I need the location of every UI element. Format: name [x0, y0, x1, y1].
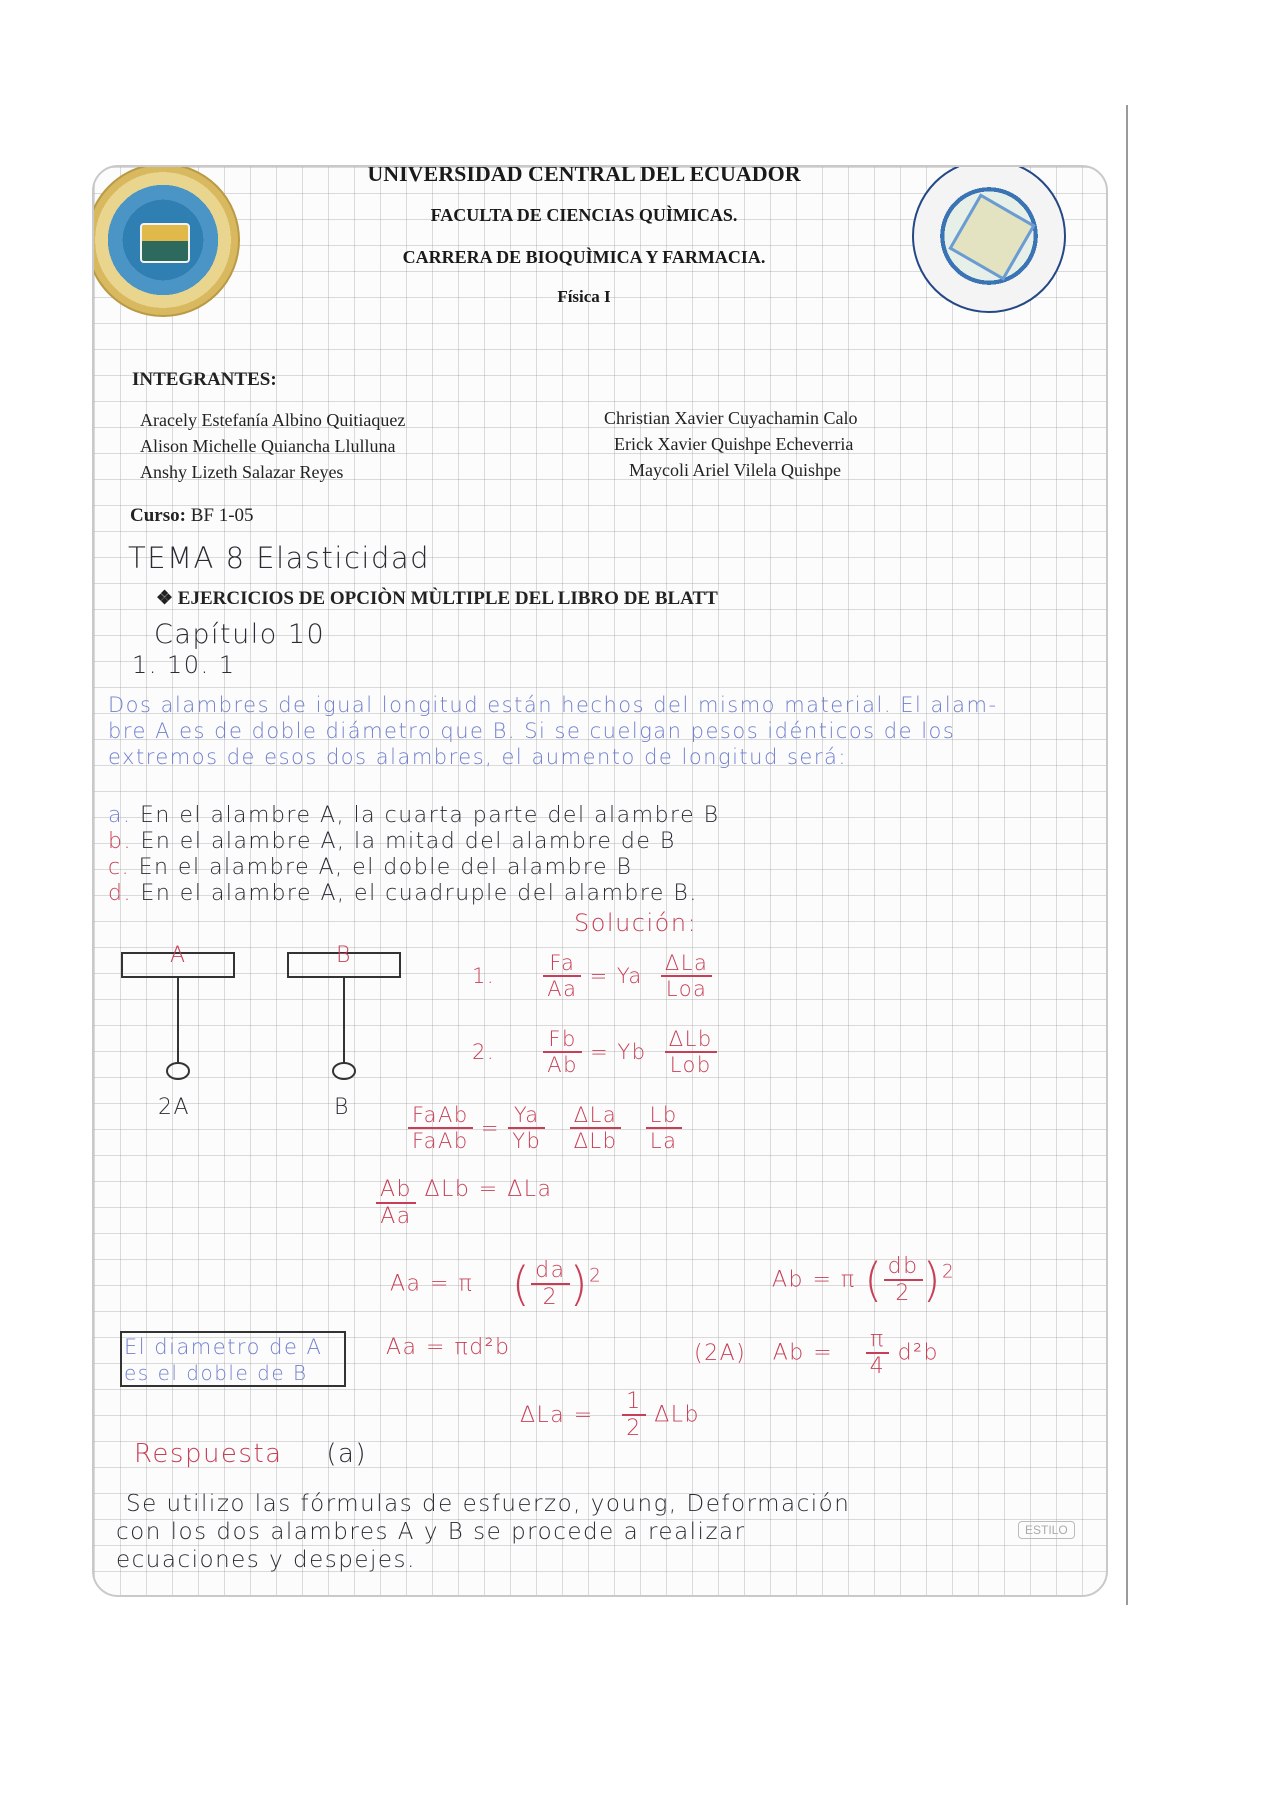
seal-emblem-icon: [140, 223, 190, 263]
option-letter: b.: [108, 829, 132, 854]
option-text: En el alambre A, la cuarta parte del alambre B: [139, 803, 720, 828]
wire-a-label: A: [170, 943, 187, 968]
subject-title: Física I: [557, 287, 611, 306]
section-title: EJERCICIOS DE OPCIÒN MÙLTIPLE DEL LIBRO DE BLATT: [177, 588, 718, 609]
answer-value: (a): [326, 1439, 368, 1469]
molecule-icon: [948, 193, 1035, 280]
option-a: [108, 803, 720, 828]
career-title: CARRERA DE BIOQUÌMICA Y FARMACIA.: [402, 247, 766, 267]
conclusion-line-1: Se utilizo las fórmulas de esfuerzo, young, Deformación: [126, 1491, 851, 1517]
note-box: [120, 1331, 346, 1387]
equation-8: (2A) Ab = $\frac{\pi}{4}$ d²b: [694, 1327, 939, 1379]
mass-a-label: 2A: [158, 1095, 191, 1120]
wire-b-label: B: [336, 943, 352, 968]
solution-label: Solución:: [574, 909, 698, 937]
member-left-2: Alison Michelle Quiancha Llulluna: [140, 436, 396, 456]
option-d: [108, 881, 698, 906]
course-value: BF 1-05: [190, 505, 254, 526]
option-letter: a.: [108, 803, 132, 828]
members-label: INTEGRANTES:: [132, 369, 277, 390]
equation-1: 1. $\frac{Fa}{Aa}$ = Ya $\frac{\text{ΔLa}}{\text{Loa}}$: [472, 951, 712, 1001]
problem-line-3: extremos de esos dos alambres, el aumento de longitud será:: [108, 745, 847, 769]
conclusion-line-2: con los dos alambres A y B se procede a realizar: [116, 1519, 746, 1545]
problem-line-2: bre A es de doble diámetro que B. Si se cuelgan pesos idénticos de los: [108, 719, 956, 743]
option-letter: d.: [108, 881, 132, 906]
mass-b-label: B: [334, 1095, 350, 1120]
course-line: [130, 505, 254, 527]
option-c: [108, 855, 632, 880]
diamond-bullet-icon: ❖: [156, 588, 178, 609]
equation-2: 2. $\frac{Fb}{Ab}$ = Yb $\frac{\text{ΔLb}}{\text{Lob}}$: [472, 1027, 717, 1077]
member-right-1: Christian Xavier Cuyachamin Calo: [604, 408, 858, 428]
option-text: En el alambre A, el doble del alambre B: [138, 855, 633, 880]
member-left-3: Anshy Lizeth Salazar Reyes: [140, 462, 344, 482]
answer-label: Respuesta: [134, 1439, 283, 1469]
option-letter: c.: [108, 855, 131, 880]
university-seal-icon: [92, 165, 240, 317]
stamp-badge: ESTILO: [1018, 1521, 1075, 1539]
answer-line: [134, 1439, 367, 1469]
page-edge-line: [1126, 105, 1128, 1605]
exercise-number: 1. 10. 1: [132, 651, 236, 679]
conclusion-line-3: ecuaciones y despejes.: [116, 1547, 416, 1573]
member-left-1: Aracely Estefanía Albino Quitiaquez: [140, 410, 406, 430]
equation-4: $\frac{Ab}{Aa}$ ΔLb = ΔLa: [376, 1177, 553, 1229]
equation-6: Ab = π ( $\frac{db}{2}$ )$^2$: [772, 1253, 956, 1307]
grid-sheet: [92, 165, 1108, 1597]
faculty-seal-icon: [912, 165, 1066, 313]
chapter-heading: Capítulo 10: [154, 619, 326, 650]
option-b: [108, 829, 676, 854]
member-right-2: Erick Xavier Quishpe Echeverria: [614, 434, 854, 454]
option-text: En el alambre A, la mitad del alambre de B: [140, 829, 676, 854]
equation-3: $\frac{\text{FaAb}}{\text{FaAb}}$ = $\frac{Ya}{Yb}$ $\frac{\text{ΔLa}}{\text{ΔLb}}$ $\frac{Lb}{La}$: [408, 1103, 682, 1153]
topic-heading: TEMA 8 Elasticidad: [128, 541, 431, 575]
note-line-2: es el doble de B: [124, 1361, 308, 1385]
faculty-title: FACULTA DE CIENCIAS QUÌMICAS.: [430, 205, 738, 225]
section-title-line: [156, 587, 718, 610]
equation-7: Aa = πd²b: [386, 1335, 511, 1360]
equation-5: Aa = π ( $\frac{da}{2}$ )$^2$: [390, 1257, 603, 1311]
option-text: En el alambre A, el cuadruple del alambre B.: [140, 881, 698, 906]
course-label: Curso:: [130, 505, 186, 526]
weight-a: [167, 1063, 189, 1079]
note-line-1: El diametro de A: [124, 1335, 323, 1359]
member-right-3: Maycoli Ariel Vilela Quishpe: [629, 460, 842, 480]
university-title: UNIVERSIDAD CENTRAL DEL ECUADOR: [367, 165, 801, 186]
weight-b: [333, 1063, 355, 1079]
problem-line-1: Dos alambres de igual longitud están hechos del mismo material. El alam-: [108, 693, 998, 717]
equation-9: ΔLa = $\frac{1}{2}$ ΔLb: [520, 1389, 700, 1441]
